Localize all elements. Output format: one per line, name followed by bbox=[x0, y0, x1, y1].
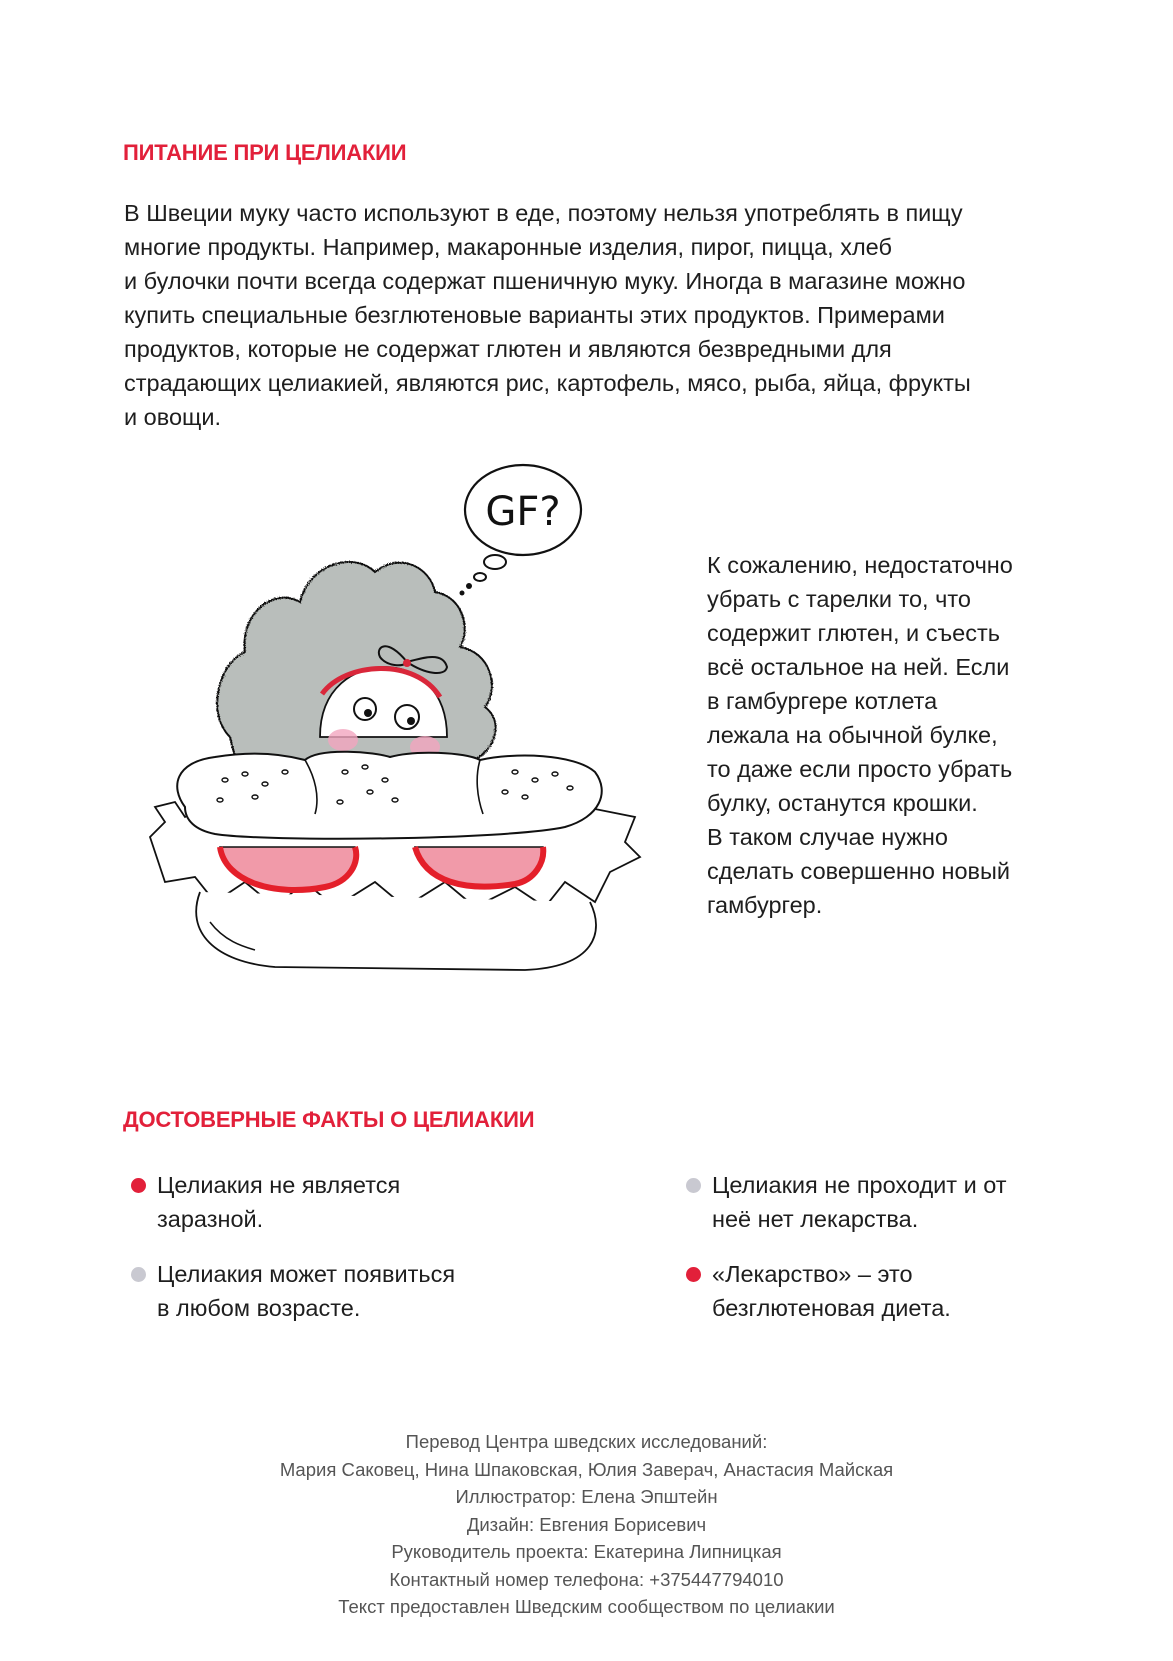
note-line: гамбургер. bbox=[707, 892, 823, 918]
paragraph-line: продуктов, которые не содержат глютен и являются безвредными для bbox=[124, 336, 892, 362]
paragraph-line: многие продукты. Например, макаронные изделия, пирог, пицца, хлеб bbox=[124, 234, 892, 260]
gray-bullet-icon bbox=[686, 1178, 701, 1193]
fact-line: неё нет лекарства. bbox=[712, 1206, 919, 1232]
red-bullet-icon bbox=[686, 1267, 701, 1282]
note-line: булку, останутся крошки. bbox=[707, 790, 978, 816]
contact-phone: Контактный номер телефона: +375447794010 bbox=[389, 1568, 784, 1590]
paragraph-line: купить специальные безглютеновые варианты этих продуктов. Примерами bbox=[124, 302, 945, 328]
paragraph-line: В Швеции муку часто используют в еде, поэтому нельзя употреблять в пищу bbox=[124, 200, 963, 226]
paragraph-line: и овощи. bbox=[124, 404, 222, 430]
credit-line: Текст предоставлен Шведским сообществом по целиакии bbox=[338, 1596, 835, 1617]
svg-text:GF?: GF? bbox=[485, 489, 561, 535]
credit-line: Мария Саковец, Нина Шпаковская, Юлия Заверач, Анастасия Майская bbox=[279, 1458, 894, 1480]
fact-item bbox=[157, 1257, 455, 1325]
fact-line: безглютеновая диета. bbox=[712, 1295, 951, 1321]
section-heading-facts: ДОСТОВЕРНЫЕ ФАКТЫ О ЦЕЛИАКИИ bbox=[123, 1107, 535, 1132]
fact-line: «Лекарство» – это bbox=[712, 1261, 913, 1287]
note-line: сделать совершенно новый bbox=[707, 858, 1011, 884]
note-line: то даже если просто убрать bbox=[707, 756, 1013, 782]
note-line: лежала на обычной булке, bbox=[707, 722, 998, 748]
credit-line: Перевод Центра шведских исследований: bbox=[405, 1431, 768, 1452]
gray-bullet-icon bbox=[131, 1267, 146, 1282]
fact-line: заразной. bbox=[157, 1206, 264, 1232]
credit-line: Дизайн: Евгения Борисевич bbox=[466, 1513, 707, 1535]
nutrition-paragraph bbox=[124, 196, 1064, 434]
hamburger-note bbox=[707, 548, 1107, 922]
thought-bubble-icon bbox=[460, 465, 582, 596]
note-line: К сожалению, недостаточно bbox=[707, 552, 1013, 578]
fact-line: Целиакия не проходит и от bbox=[712, 1172, 1007, 1198]
credits-footer bbox=[0, 1428, 1173, 1621]
note-line: В таком случае нужно bbox=[707, 824, 948, 850]
fact-item bbox=[712, 1257, 951, 1325]
note-line: содержит глютен, и съесть bbox=[707, 620, 1000, 646]
section-heading-nutrition: ПИТАНИЕ ПРИ ЦЕЛИАКИИ bbox=[123, 140, 407, 165]
fact-item bbox=[157, 1168, 400, 1236]
paragraph-line: страдающих целиакией, являются рис, картофель, мясо, рыба, яйца, фрукты bbox=[124, 370, 971, 396]
fact-line: в любом возрасте. bbox=[157, 1295, 361, 1321]
note-line: убрать с тарелки то, что bbox=[707, 586, 971, 612]
fact-line: Целиакия может появиться bbox=[157, 1261, 456, 1287]
girl-sandwich-illustration bbox=[125, 462, 665, 1022]
note-line: в гамбургере котлета bbox=[707, 688, 938, 714]
fact-line: Целиакия не является bbox=[157, 1172, 401, 1198]
credit-line: Иллюстратор: Елена Эпштейн bbox=[455, 1486, 718, 1507]
paragraph-line: и булочки почти всегда содержат пшеничную муку. Иногда в магазине можно bbox=[124, 268, 966, 294]
note-line: всё остальное на ней. Если bbox=[707, 654, 1010, 680]
red-bullet-icon bbox=[131, 1178, 146, 1193]
credit-line: Руководитель проекта: Екатерина Липницкая bbox=[391, 1541, 782, 1562]
fact-item bbox=[712, 1168, 1007, 1236]
